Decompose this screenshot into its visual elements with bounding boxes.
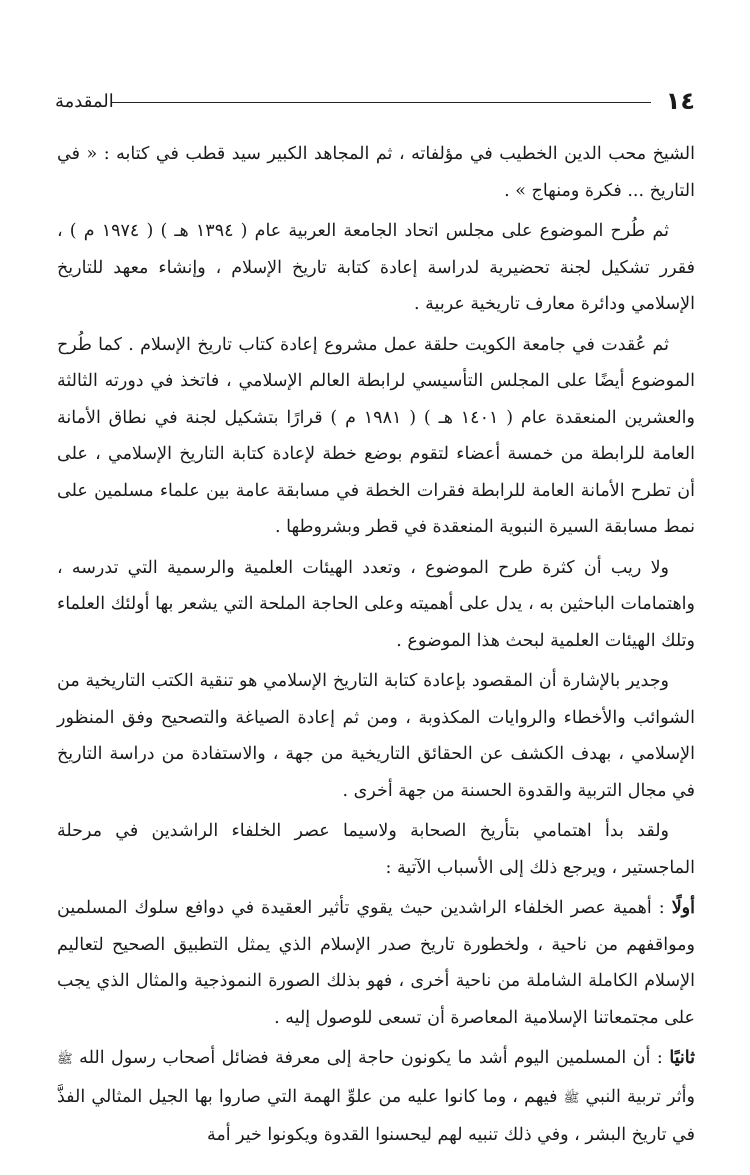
paragraph-lead: أولًا: [671, 898, 695, 918]
paragraph: [57, 1040, 695, 1154]
paragraph-text: : أهمية عصر الخلفاء الراشدين حيث يقوي تأثير العقيدة في دوافع سلوك المسلمين ومواقفهم من ناحية ، ولخطورة تاريخ صدر الإسلام الذي يمثل التطبيق الصحيح لتعاليم الإسلام الكاملة الشاملة من ناحية أخرى ، فهو بذلك الصورة النموذجية والمثال الذي يجب على مجتمعاتنا الإسلامية المعاصرة أن تسعى للوصول إليه .: [57, 898, 695, 1028]
paragraph-text: : أن المسلمين اليوم أشد ما يكونون حاجة إلى معرفة فضائل أصحاب رسول الله: [72, 1048, 670, 1068]
section-title: المقدمة: [55, 91, 114, 112]
paragraph-text: وأثر تربية النبي: [579, 1086, 695, 1107]
page-number: ١٤: [665, 87, 695, 115]
paragraph: ولقد بدأ اهتمامي بتأريخ الصحابة ولاسيما عصر الخلفاء الراشدين في مرحلة الماجستير ، ويرجع ذلك إلى الأسباب الآتية :: [57, 821, 695, 878]
header-rule: [111, 102, 651, 103]
paragraph: وجدير بالإشارة أن المقصود بإعادة كتابة التاريخ الإسلامي هو تنقية الكتب التاريخية من الشوائب والأخطاء والروايات المكذوبة ، ومن ثم إعادة الصياغة والتصحيح وفق المنظور الإسلامي ، بهدف الكشف عن الحقائق التاريخية من جهة ، والاستفادة من دراسة التاريخ في مجال التربية والقدوة الحسنة من جهة أخرى .: [57, 671, 695, 801]
salutation-mark: ﷺ: [57, 1052, 73, 1067]
paragraph: ولا ريب أن كثرة طرح الموضوع ، وتعدد الهيئات العلمية والرسمية التي تدرسه ، واهتمامات الباحثين به ، يدل على أهميته وعلى الحاجة الملحة التي يشعر بها أولئك العلماء وتلك الهيئات العلمية لبحث هذا الموضوع .: [57, 557, 695, 651]
paragraph: الشيخ محب الدين الخطيب في مؤلفاته ، ثم المجاهد الكبير سيد قطب في كتابه : « في التاريخ ... فكرة ومنهاج » .: [57, 144, 695, 201]
running-header: [55, 84, 695, 120]
paragraph-lead: ثانيًا: [669, 1048, 695, 1068]
paragraph: [57, 890, 695, 1036]
paragraph: ثم عُقدت في جامعة الكويت حلقة عمل مشروع إعادة كتاب تاريخ الإسلام . كما طُرح الموضوع أيضًا على المجلس التأسيسي لرابطة العالم الإسلامي ، فاتخذ في دورته الثالثة والعشرين المنعقدة عام ( ١٤٠١ هـ ) ( ١٩٨١ م ) قرارًا بتشكيل لجنة في نطاق الأمانة العامة للرابطة من خمسة أعضاء لتقوم بوضع خطة لإعادة كتابة التاريخ الإسلامي ، على أن تطرح الأمانة العامة للرابطة فقرات الخطة في مسابقة عامة بين علماء مسلمين على نمط مسابقة السيرة النبوية المنعقدة في قطر وبشروطها .: [57, 334, 695, 537]
paragraph-text: فيهم ، وما كانوا عليه من علوِّ الهمة التي صاروا بها الجيل المثالي الفذَّ في تاريخ البشر ، وفي ذلك تنبيه لهم ليحسنوا القدوة ويكونوا خير أمة: [57, 1086, 695, 1145]
salutation-mark: ﷺ: [563, 1090, 580, 1106]
body-text: [57, 136, 695, 1154]
paragraph: ثم طُرح الموضوع على مجلس اتحاد الجامعة العربية عام ( ١٣٩٤ هـ ) ( ١٩٧٤ م ) ، فقرر تشكيل لجنة تحضيرية لدراسة إعادة كتابة تاريخ الإسلام ، وإنشاء معهد للتاريخ الإسلامي ودائرة معارف تاريخية عربية .: [57, 221, 695, 314]
